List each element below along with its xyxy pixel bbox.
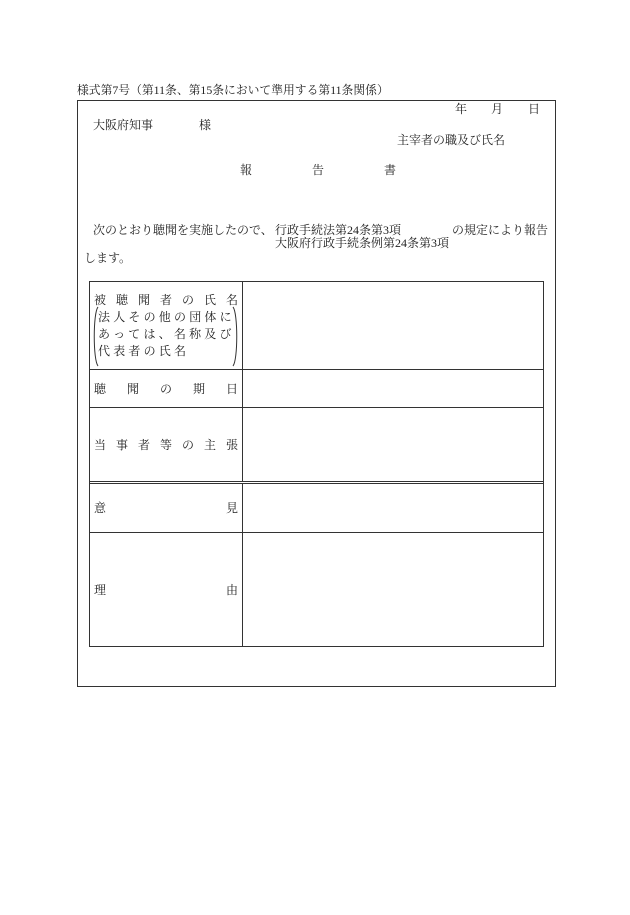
table-row-opinion <box>90 484 543 533</box>
respondent-name-label: 被聴聞者の氏名 <box>94 293 249 307</box>
date-month-label: 月 <box>491 102 504 116</box>
organization-note-line: 法人その他の団体に <box>98 310 235 324</box>
opinion-label-cell <box>90 484 359 532</box>
reason-label-cell <box>90 533 359 646</box>
hearing-date-field <box>243 370 543 407</box>
organization-note-line: 代表者の氏名 <box>98 344 190 358</box>
law-reference-option-2: 大阪府行政手続条例第24条第3項 <box>275 236 450 250</box>
report-table <box>89 281 544 647</box>
body-text-line-2: します。 <box>84 251 132 265</box>
party-claims-label-cell <box>90 408 249 481</box>
date-year-label: 年 <box>455 102 468 116</box>
party-claims-field <box>243 408 543 481</box>
table-row-hearing-date <box>90 370 543 408</box>
table-row-reason <box>90 533 543 646</box>
opinion-label: 意見 <box>94 501 359 515</box>
respondent-name-field <box>243 282 543 369</box>
document-title: 報告書 <box>240 163 457 177</box>
table-row-respondent-name <box>90 282 543 370</box>
hearing-date-label-cell <box>90 370 260 407</box>
addressee-name: 大阪府知事 <box>93 118 154 132</box>
presider-title-and-name-label: 主宰者の職及び氏名 <box>397 133 506 147</box>
addressee-honorific: 様 <box>199 118 212 132</box>
hearing-date-label: 聴聞の期日 <box>94 381 260 396</box>
form-number-heading: 様式第7号（第11条、第15条において準用する第11条関係） <box>77 83 389 97</box>
organization-note <box>98 309 235 360</box>
body-text-prefix: 次のとおり聴聞を実施したので、 <box>93 223 273 237</box>
table-row-party-claims <box>90 408 543 484</box>
date-day-label: 日 <box>528 102 541 116</box>
law-reference-option-1: 行政手続法第24条第3項 <box>275 223 402 237</box>
party-claims-label: 当事者等の主張 <box>94 437 249 452</box>
body-text-suffix: の規定により報告 <box>452 223 549 237</box>
organization-note-line: あっては、名称及び <box>98 327 235 341</box>
respondent-name-label-cell <box>90 282 249 369</box>
reason-label: 理由 <box>94 582 359 597</box>
